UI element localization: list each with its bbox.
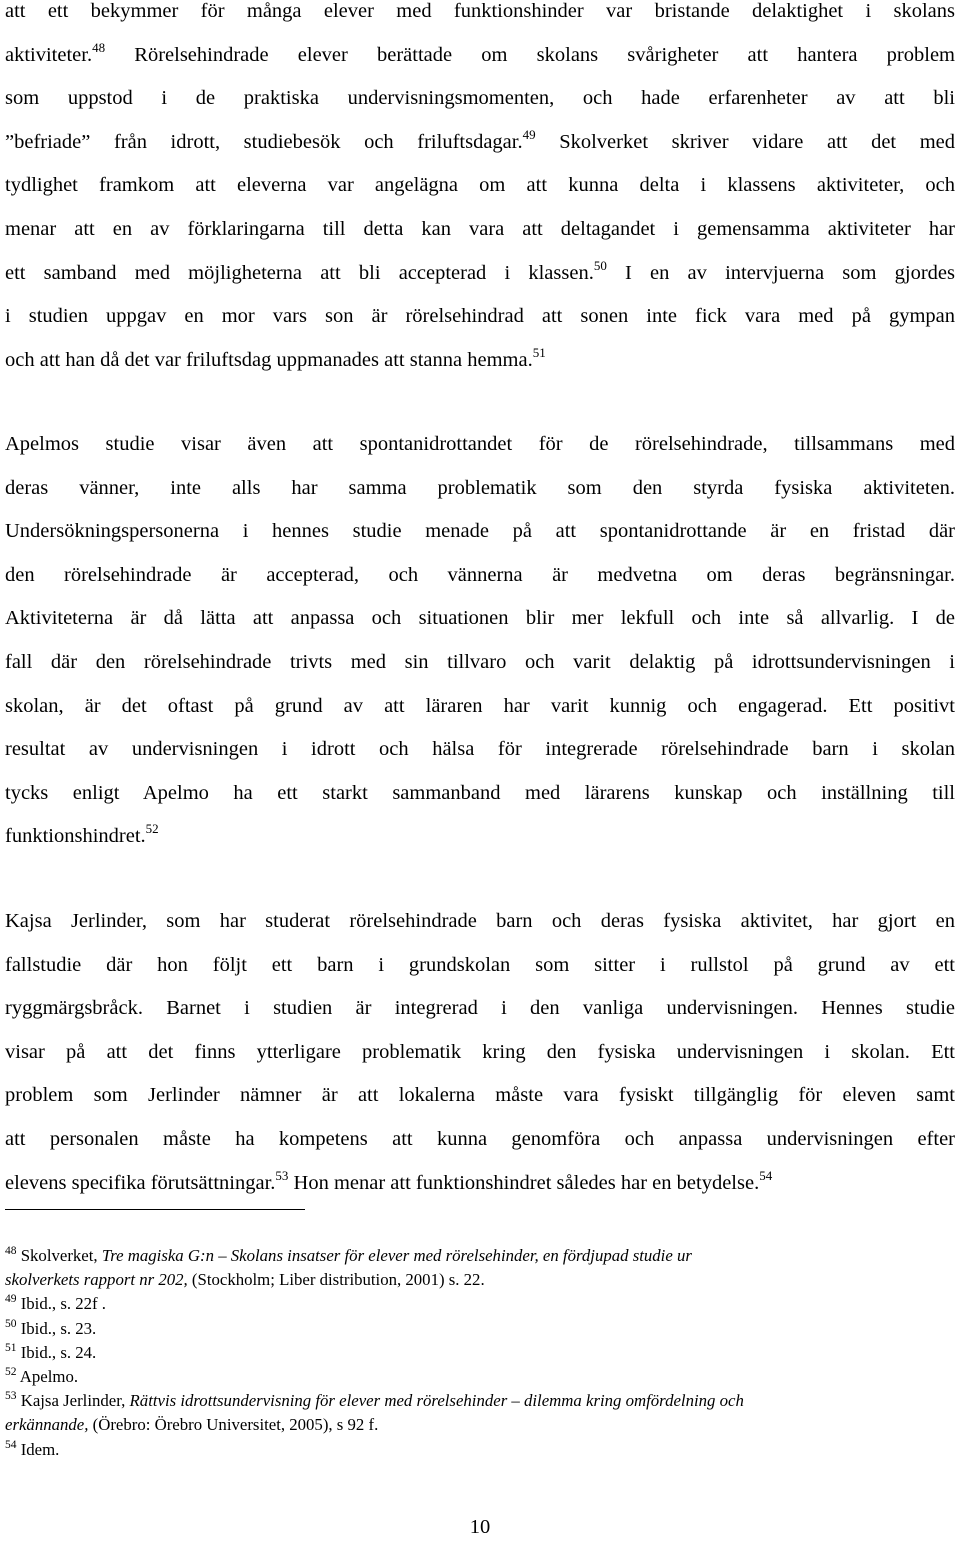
footnote-line: $^{49}$ Ibid., s. 22f .: [5, 1293, 107, 1314]
footnote-number: 49: [5, 1293, 17, 1306]
footnote-ref: 53: [275, 1167, 289, 1183]
text-line: problem som Jerlinder nämner är att lokalerna måste vara fysiskt tillgänglig för eleven samt: [5, 1084, 955, 1107]
paragraph-2: [5, 423, 955, 859]
text-line: Apelmos studie visar även att spontanidrottandet för de rörelsehindrade, tillsammans med: [5, 433, 955, 455]
footnote-line: $^{51}$ Ibid., s. 24.: [5, 1341, 97, 1362]
text-line: Kajsa Jerlinder, som har studerat rörelsehindrade barn och deras fysiska aktivitet, har gjort en: [5, 910, 955, 932]
text-line: skolan, är det oftast på grund av att läraren har varit kunnig och engagerad. Ett positivt: [5, 694, 955, 717]
citation-title: erkännande,: [5, 1415, 89, 1435]
text-line: aktiviteter.$^{48}$ Rörelsehindrade elever berättade om skolans svårigheter att hantera problem: [5, 39, 955, 66]
citation-title: Tre magiska G:n – Skolans insatser för elever med rörelsehinder, en fördjupad studie ur: [101, 1246, 692, 1265]
footnote-line: erkännande, (Örebro: Örebro Universitet, 2005), s 92 f.: [5, 1415, 379, 1435]
text-line: som uppstod i de praktiska undervisningsmomenten, och hade erfarenheter av att bli: [5, 87, 955, 110]
text-line: funktionshindret.$^{52}$: [5, 821, 159, 848]
text-line: den rörelsehindrade är accepterad, och vännerna är medvetna om deras begränsningar.: [5, 563, 955, 586]
footnote-line: $^{54}$ Idem.: [5, 1438, 60, 1459]
footnote-number: 50: [5, 1317, 17, 1330]
text-line: ”befriade” från idrott, studiebesök och friluftsdagar.$^{49}$ Skolverket skriver vidare att det med: [5, 126, 956, 153]
citation-title: Rättvis idrottsundervisning för elever med rörelsehinder – dilemma kring omfördelning och: [129, 1391, 744, 1411]
footnote-number: 53: [5, 1390, 17, 1403]
footnote-ref: 54: [759, 1167, 773, 1183]
text-line: menar att en av förklaringarna till detta kan vara att deltagandet i gemensamma aktiviteter har: [5, 217, 955, 240]
footnote-number: 48: [5, 1245, 17, 1257]
text-line: deras vänner, inte alls har samma problematik som den styrda fysiska aktiviteten.: [5, 476, 955, 499]
text-line: Undersökningspersonerna i hennes studie menade på att spontanidrottande är en fristad där: [5, 520, 955, 543]
footnote-line: $^{52}$ Apelmo.: [5, 1366, 79, 1387]
footnote-ref: 48: [92, 39, 106, 55]
text-line: visar på att det finns ytterligare problematik kring den fysiska undervisningen i skolan. Ett: [5, 1040, 955, 1063]
paragraph-1: [5, 0, 955, 382]
footnote-line: $^{48}$ Skolverket, Tre magiska G:n – Skolans insatser för elever med rörelsehinder, en fördjupad studie ur: [5, 1245, 692, 1265]
footnote-line: $^{53}$ Kajsa Jerlinder, Rättvis idrottsundervisning för elever med rörelsehinder – dilemma kring omfördelning och: [5, 1390, 744, 1411]
text-line: fallstudie där hon följt ett barn i grundskolan som sitter i rullstol på grund av ett: [5, 953, 955, 976]
text-line: ett samband med möjligheterna att bli accepterad i klassen.$^{50}$ I en av intervjuerna som gjordes: [5, 257, 955, 284]
text-line: att ett bekymmer för många elever med funktionshinder var bristande delaktighet i skolans: [5, 0, 955, 22]
footnote-ref: 50: [593, 257, 607, 273]
footnote-ref: 49: [522, 126, 536, 142]
footnote-ref: 52: [145, 821, 159, 837]
text-line: resultat av undervisningen i idrott och hälsa för integrerade rörelsehindrade barn i skolan: [5, 738, 955, 761]
paragraph-3: [5, 900, 955, 1205]
text-line: i studien uppgav en mor vars son är rörelsehindrad att sonen inte fick vara med på gympan: [5, 305, 955, 328]
footnote-line: skolverkets rapport nr 202, (Stockholm; Liber distribution, 2001) s. 22.: [5, 1270, 485, 1290]
text-line: ryggmärgsbråck. Barnet i studien är integrerad i den vanliga undervisningen. Hennes studie: [5, 997, 955, 1020]
page-number: 10: [469, 1516, 491, 1538]
footnote-line: $^{50}$ Ibid., s. 23.: [5, 1317, 97, 1338]
footnote-ref: 51: [532, 344, 546, 360]
footnotes: [5, 1244, 955, 1462]
text-line: elevens specifika förutsättningar.$^{53}$ Hon menar att funktionshindret således har en betydelse.$^{54}$: [5, 1167, 773, 1194]
footnote-separator: [5, 1209, 305, 1210]
footnote-number: 51: [5, 1341, 17, 1354]
text-line: tydlighet framkom att eleverna var angelägna om att kunna delta i klassens aktiviteter, och: [5, 174, 955, 197]
footnote-number: 54: [5, 1438, 17, 1451]
citation-title: skolverkets rapport nr 202,: [5, 1270, 188, 1290]
text-line: fall där den rörelsehindrade trivts med sin tillvaro och varit delaktig på idrottsundervisningen i: [5, 650, 955, 673]
footnote-number: 52: [5, 1366, 17, 1379]
text-line: tycks enligt Apelmo ha ett starkt sammanband med lärarens kunskap och inställning till: [5, 781, 955, 804]
text-line: och att han då det var friluftsdag uppmanades att stanna hemma.$^{51}$: [5, 344, 546, 371]
text-line: att personalen måste ha kompetens att kunna genomföra och anpassa undervisningen efter: [5, 1127, 955, 1150]
text-line: Aktiviteterna är då lätta att anpassa och situationen blir mer lekfull och inte så allvarlig. I de: [5, 607, 955, 630]
